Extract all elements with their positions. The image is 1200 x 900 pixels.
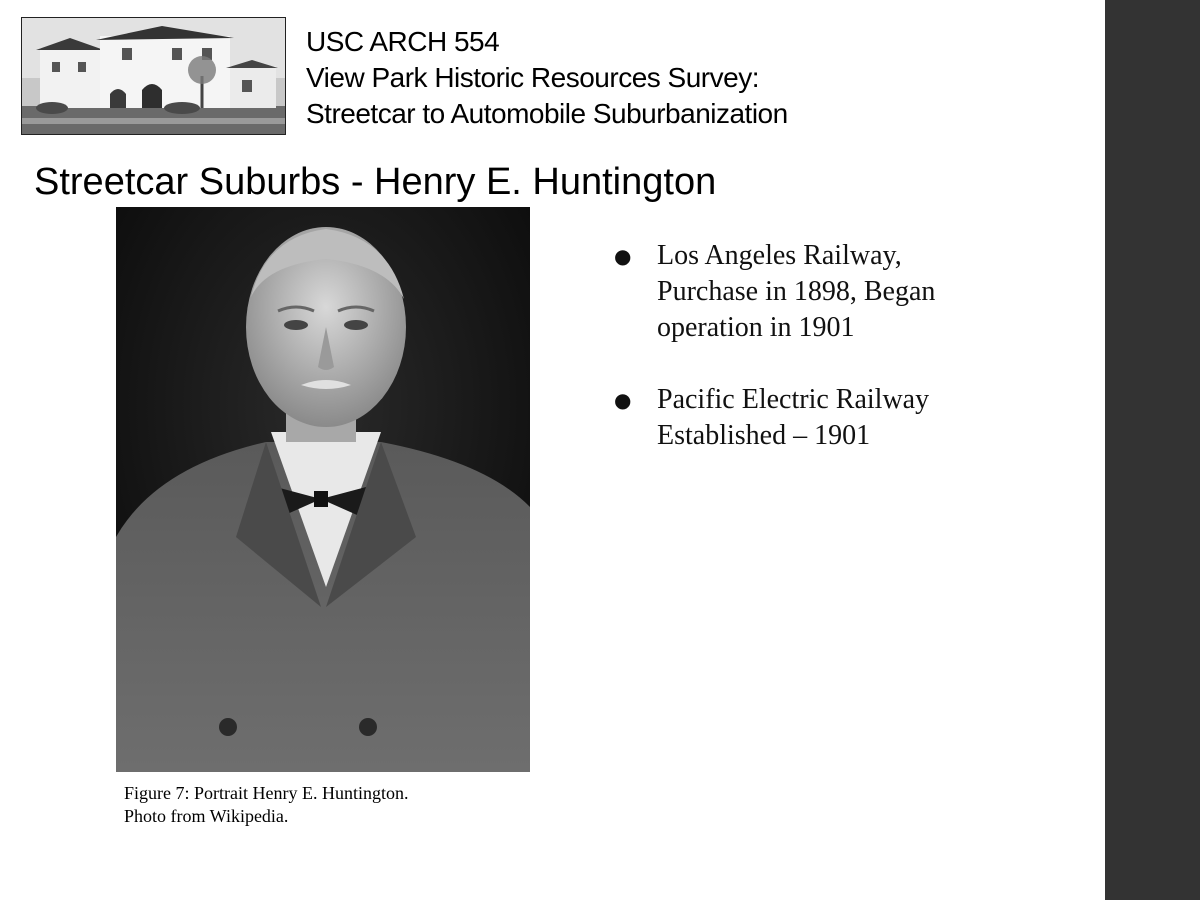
course-header — [306, 24, 788, 132]
figure-caption — [124, 782, 524, 828]
bullet-text-line: Los Angeles Railway, — [657, 240, 902, 271]
portrait-photo — [116, 207, 530, 772]
bullet-marker: ● — [614, 244, 632, 268]
right-sidebar-bar — [1105, 0, 1200, 900]
survey-subtitle: Streetcar to Automobile Suburbanization — [306, 98, 788, 129]
header-house-photo — [21, 17, 286, 135]
bullet-item-pacific-electric-railway — [612, 382, 1032, 454]
caption-line-1: Figure 7: Portrait Henry E. Huntington. — [124, 783, 409, 803]
slide-title: Streetcar Suburbs - Henry E. Huntington — [34, 161, 717, 203]
bullet-text-line: Pacific Electric Railway — [657, 384, 930, 415]
caption-line-2: Photo from Wikipedia. — [124, 806, 289, 826]
bullet-text-line: Established – 1901 — [657, 420, 871, 451]
bullet-text-line: operation in 1901 — [657, 312, 855, 343]
bullet-marker: ● — [614, 388, 632, 412]
bullet-item-los-angeles-railway — [612, 238, 1032, 346]
course-code: USC ARCH 554 — [306, 26, 500, 57]
bullet-list — [612, 238, 1032, 490]
survey-title: View Park Historic Resources Survey: — [306, 62, 759, 93]
bullet-text-line: Purchase in 1898, Began — [657, 276, 936, 307]
